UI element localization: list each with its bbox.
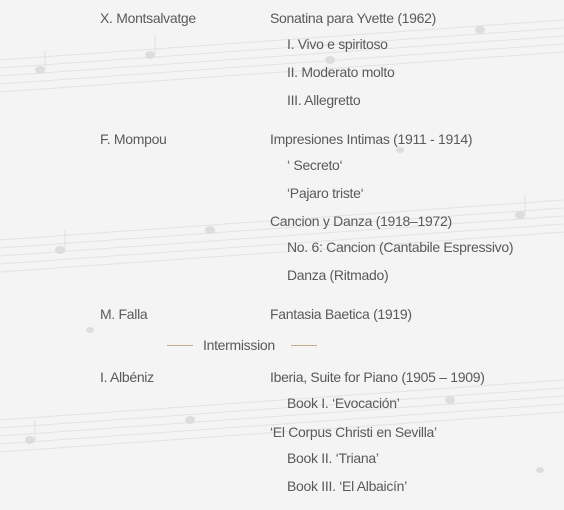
work-title: Impresiones Intimas (1911 - 1914) [270,131,473,147]
composer-mompou: F. Mompou [100,131,167,147]
movement: I. Vivo e spiritoso [287,36,388,52]
intermission-rule-left [167,345,193,346]
movement: No. 6: Cancion (Cantabile Espressivo) [287,239,514,255]
movement: II. Moderato molto [287,64,395,80]
composer-falla: M. Falla [100,306,148,322]
intermission-label: Intermission [203,337,275,353]
movement: ‘ Secreto‘ [287,157,343,173]
movement: Danza (Ritmado) [287,267,389,283]
intermission-rule-right [291,345,317,346]
movement: Book III. ‘El Albaicín’ [287,478,407,494]
work-title: Cancion y Danza (1918–1972) [270,213,452,229]
work-title: Sonatina para Yvette (1962) [270,10,436,26]
movement: Book I. ‘Evocación’ [287,395,400,411]
movement: Book II. ‘Triana’ [287,450,379,466]
work-title: Iberia, Suite for Piano (1905 – 1909) [270,369,485,385]
movement: III. Allegretto [287,92,361,108]
work-title: Fantasia Baetica (1919) [270,306,412,322]
composer-montsalvatge: X. Montsalvatge [100,10,196,26]
composer-albeniz: I. Albéniz [100,369,154,385]
work-title: ‘El Corpus Christi en Sevilla’ [270,424,437,440]
movement: ‘Pajaro triste‘ [287,185,364,201]
